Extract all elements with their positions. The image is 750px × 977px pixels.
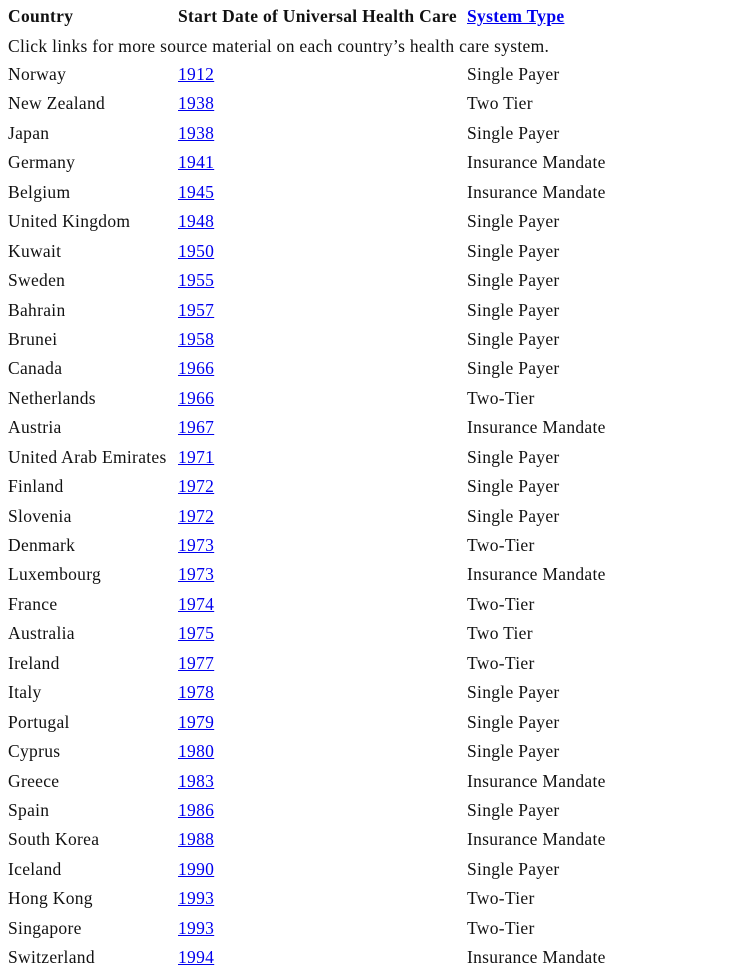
year-link[interactable]: 1971 (178, 446, 215, 467)
system-type: Insurance Mandate (467, 417, 606, 438)
system-type: Two-Tier (467, 652, 535, 673)
year-link[interactable]: 1948 (178, 211, 215, 232)
table-row (0, 653, 750, 682)
table-row (0, 947, 750, 976)
table-row (0, 329, 750, 358)
country-name: Austria (8, 417, 62, 438)
year-link[interactable]: 1966 (178, 358, 215, 379)
country-name: Ireland (8, 652, 60, 673)
table-row (0, 741, 750, 770)
year-link[interactable]: 1972 (178, 476, 215, 497)
system-type: Single Payer (467, 122, 560, 143)
system-type: Single Payer (467, 711, 560, 732)
table-row (0, 241, 750, 270)
system-type: Single Payer (467, 741, 560, 762)
table-row (0, 918, 750, 947)
system-type: Two-Tier (467, 387, 535, 408)
system-type: Insurance Mandate (467, 947, 606, 968)
table-row (0, 682, 750, 711)
system-type: Two-Tier (467, 888, 535, 909)
table-row (0, 447, 750, 476)
table-row (0, 93, 750, 122)
country-name: France (8, 593, 58, 614)
country-name: Greece (8, 770, 60, 791)
table-row (0, 182, 750, 211)
system-type: Insurance Mandate (467, 564, 606, 585)
table-row (0, 152, 750, 181)
year-link[interactable]: 1986 (178, 799, 215, 820)
system-type: Single Payer (467, 240, 560, 261)
country-name: Finland (8, 476, 64, 497)
country-name: Italy (8, 682, 42, 703)
table-row (0, 564, 750, 593)
country-name: Cyprus (8, 741, 61, 762)
table-row (0, 888, 750, 917)
country-name: Norway (8, 64, 67, 84)
year-link[interactable]: 1973 (178, 535, 215, 555)
table-row (0, 859, 750, 888)
table-row (0, 300, 750, 329)
country-name: Netherlands (8, 387, 96, 408)
table-row (0, 771, 750, 800)
table-row (0, 800, 750, 829)
system-type: Single Payer (467, 505, 560, 526)
year-link[interactable]: 1993 (178, 888, 215, 909)
year-link[interactable]: 1967 (178, 417, 215, 438)
country-name: Bahrain (8, 299, 66, 320)
country-name: United Arab Emirates (8, 446, 167, 467)
country-name: Japan (8, 122, 50, 143)
year-link[interactable]: 1988 (178, 829, 215, 850)
year-link[interactable]: 1990 (178, 858, 215, 879)
table-row (0, 506, 750, 535)
table-row (0, 476, 750, 505)
system-type: Single Payer (467, 476, 560, 497)
year-link[interactable]: 1938 (178, 122, 215, 143)
system-type: Two Tier (467, 623, 533, 644)
year-link[interactable]: 1983 (178, 770, 215, 791)
table-row (0, 211, 750, 240)
table-row (0, 623, 750, 652)
year-link[interactable]: 1938 (178, 93, 215, 114)
system-type: Single Payer (467, 682, 560, 703)
country-table (0, 64, 750, 977)
header-country: Country (8, 6, 74, 26)
country-name: Brunei (8, 328, 58, 349)
system-type: Insurance Mandate (467, 829, 606, 850)
country-name: Hong Kong (8, 888, 93, 909)
system-type: Single Payer (467, 270, 560, 291)
system-type: Two-Tier (467, 535, 535, 555)
year-link[interactable]: 1972 (178, 505, 215, 526)
table-row (0, 712, 750, 741)
system-type: Single Payer (467, 358, 560, 379)
table-row (0, 64, 750, 93)
table-header (0, 6, 750, 30)
country-name: Singapore (8, 917, 82, 938)
year-link[interactable]: 1974 (178, 593, 215, 614)
country-name: Switzerland (8, 947, 95, 968)
system-type: Two-Tier (467, 917, 535, 938)
system-type: Single Payer (467, 64, 560, 84)
country-name: Spain (8, 799, 50, 820)
year-link[interactable]: 1957 (178, 299, 215, 320)
header-start-date: Start Date of Universal Health Care (178, 6, 457, 26)
country-name: Denmark (8, 535, 76, 555)
year-link[interactable]: 1966 (178, 387, 215, 408)
country-name: Germany (8, 152, 76, 173)
country-name: Luxembourg (8, 564, 102, 585)
table-row (0, 829, 750, 858)
instructions-note: Click links for more source material on each country’s health care system. (8, 36, 550, 56)
year-link[interactable]: 1912 (178, 64, 215, 84)
year-link[interactable]: 1978 (178, 682, 215, 703)
year-link[interactable]: 1979 (178, 711, 215, 732)
country-name: Kuwait (8, 240, 62, 261)
country-name: Canada (8, 358, 63, 379)
system-type: Insurance Mandate (467, 152, 606, 173)
system-type: Single Payer (467, 446, 560, 467)
country-name: United Kingdom (8, 211, 131, 232)
country-name: Belgium (8, 181, 71, 202)
year-link[interactable]: 1975 (178, 623, 215, 644)
system-type: Insurance Mandate (467, 770, 606, 791)
system-type: Single Payer (467, 328, 560, 349)
year-link[interactable]: 1958 (178, 328, 215, 349)
year-link[interactable]: 1941 (178, 152, 215, 173)
system-type: Two-Tier (467, 593, 535, 614)
system-type: Two Tier (467, 93, 533, 114)
country-name: Sweden (8, 270, 66, 291)
year-link[interactable]: 1973 (178, 564, 215, 585)
year-link[interactable]: 1994 (178, 947, 215, 968)
system-type: Single Payer (467, 299, 560, 320)
table-row (0, 358, 750, 387)
table-row (0, 123, 750, 152)
system-type: Single Payer (467, 211, 560, 232)
table-row (0, 417, 750, 446)
table-row (0, 388, 750, 417)
country-name: Australia (8, 623, 75, 644)
year-link[interactable]: 1977 (178, 652, 215, 673)
year-link[interactable]: 1980 (178, 741, 215, 762)
table-row (0, 270, 750, 299)
table-row (0, 535, 750, 564)
year-link[interactable]: 1955 (178, 270, 215, 291)
country-name: Portugal (8, 711, 70, 732)
system-type: Single Payer (467, 858, 560, 879)
system-type: Insurance Mandate (467, 181, 606, 202)
header-system-type-link[interactable]: System Type (467, 6, 565, 26)
year-link[interactable]: 1950 (178, 240, 215, 261)
year-link[interactable]: 1945 (178, 181, 215, 202)
country-name: South Korea (8, 829, 100, 850)
country-name: Iceland (8, 858, 62, 879)
year-link[interactable]: 1993 (178, 917, 215, 938)
system-type: Single Payer (467, 799, 560, 820)
table-row (0, 594, 750, 623)
country-name: Slovenia (8, 505, 72, 526)
country-name: New Zealand (8, 93, 106, 114)
